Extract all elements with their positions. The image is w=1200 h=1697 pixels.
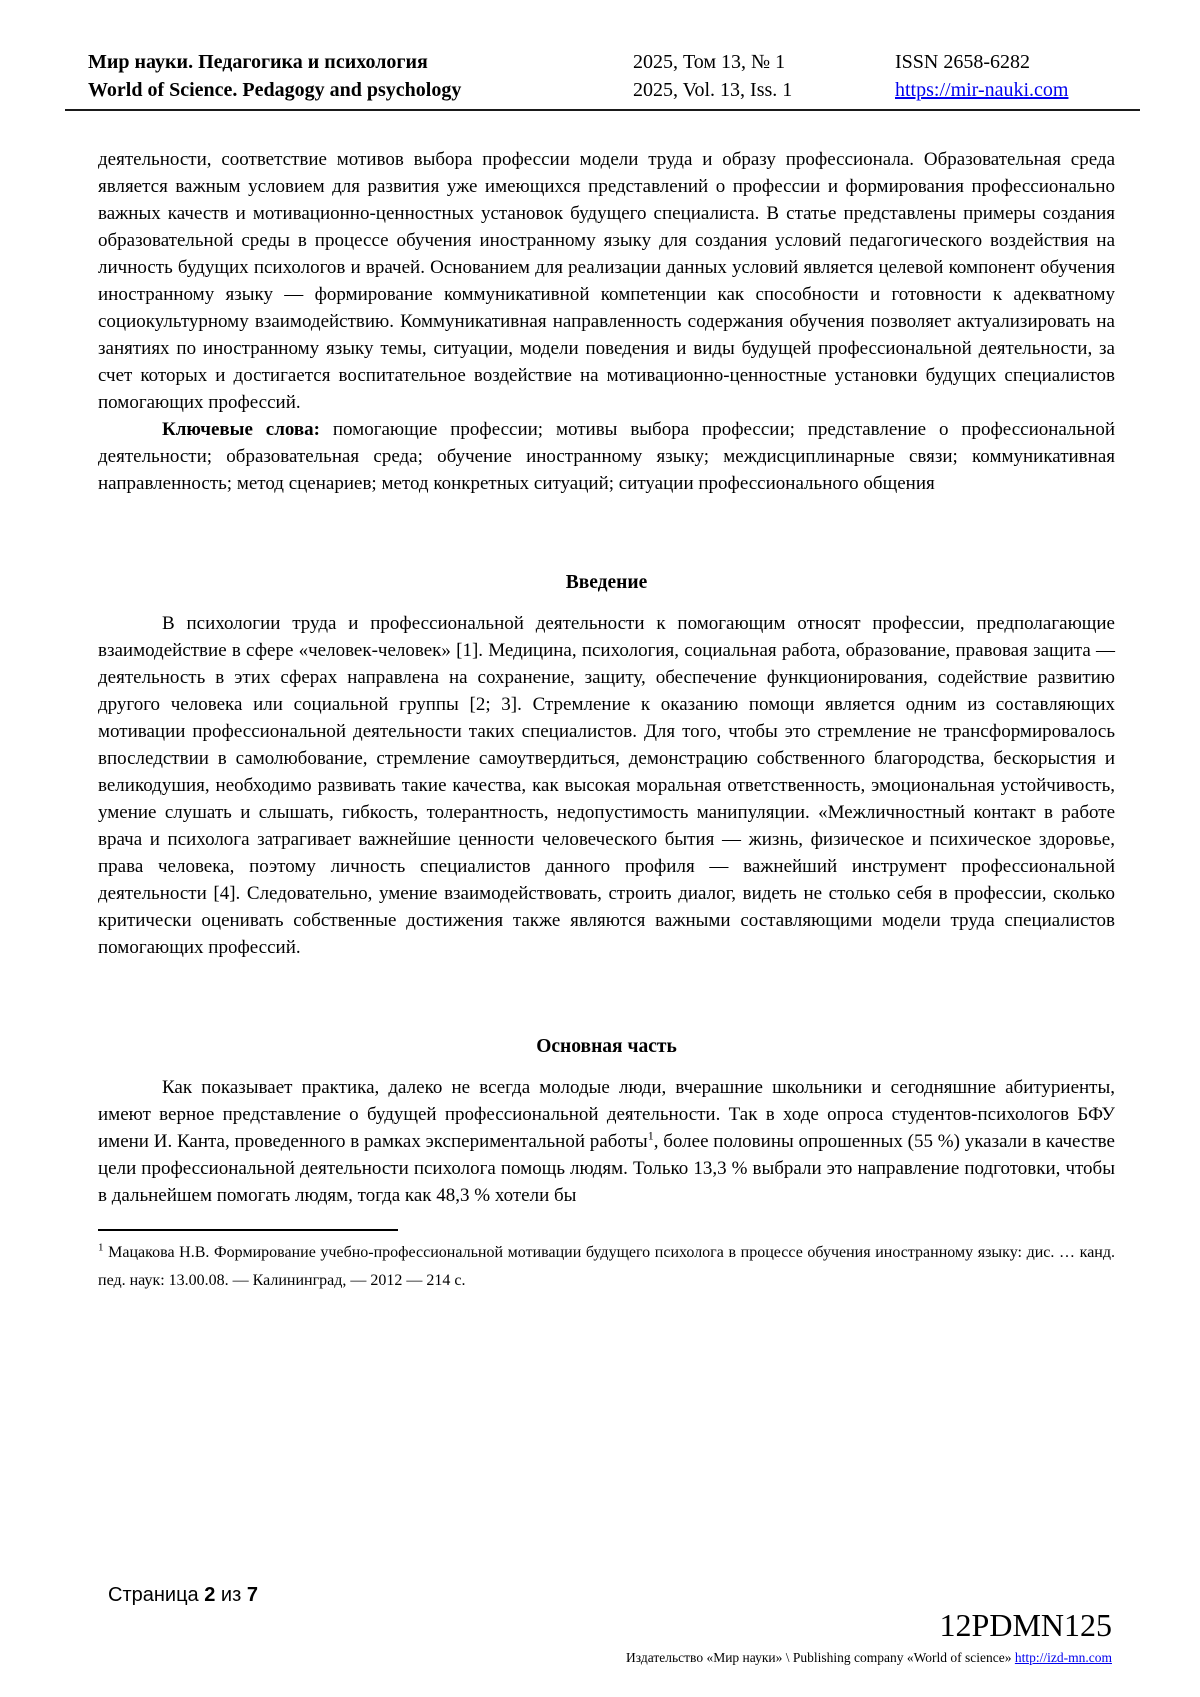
page-number-current: 2 (204, 1584, 216, 1606)
footnote-marker: 1 (98, 1241, 104, 1254)
issue-en: 2025, Vol. 13, Iss. 1 (633, 79, 793, 101)
page-number-label: Страница (108, 1584, 199, 1606)
footnote-reference: 1 (647, 1128, 654, 1143)
article-body (98, 146, 1115, 1295)
publisher-link[interactable]: http://izd-mn.com (1014, 1650, 1112, 1665)
footnote-body: Мацакова Н.В. Формирование учебно-профессиональной мотивации будущего психолога в процессе обучения иностранному языку: дис. … канд. пед. наук: 13.00.08. — Калининград, — 2012 — 214 с. (98, 1244, 1115, 1289)
publisher-text: Издательство «Мир науки» \ Publishing company «World of science» (626, 1650, 1012, 1665)
keywords-paragraph (98, 416, 1115, 497)
issn-block (895, 48, 1140, 104)
publisher-line (626, 1650, 1112, 1666)
issn-number: ISSN 2658-6282 (895, 51, 1031, 73)
introduction-paragraph: В психологии труда и профессиональной деятельности к помогающим относят профессии, предполагающие взаимодействие в сфере «человек-человек» [1]. Медицина, психология, социальная работа, образование, правовая защита — деятельность в этих сферах направлена на сохранение, защиту, обеспечение функционирования, содействие развитию другого человека или социальной группы [2; 3]. Стремление к оказанию помощи является одним из составляющих мотивации профессиональной деятельности таких специалистов. Для того, чтобы это стремление не трансформировалось впоследствии в самолюбование, стремление самоутвердиться, демонстрацию собственного благородства, бескорыстия и великодушия, необходимо развивать такие качества, как высокая моральная ответственность, эмоциональная устойчивость, умение слушать и слышать, гибкость, толерантность, недопустимость манипуляции. «Межличностный контакт в работе врача и психолога затрагивает важнейшие ценности человеческого бытия — жизнь, физическое и психическое здоровье, права человека, поэтому личность специалистов данного профиля — важнейший инструмент профессиональной деятельности [4]. Следовательно, умение взаимодействовать, строить диалог, видеть не столько себя в профессии, сколько критически оценивать собственные достижения также являются важными составляющими модели труда специалистов помогающих профессий. (98, 613, 1115, 958)
article-id: 12PDMN125 (939, 1607, 1112, 1643)
journal-title-block (65, 48, 633, 104)
keywords-label: Ключевые слова: (162, 419, 320, 440)
footnote-block (98, 1229, 1115, 1295)
page-number-of: из (220, 1584, 242, 1606)
journal-header (65, 48, 1140, 111)
footnote-separator (98, 1229, 398, 1231)
journal-title-en: World of Science. Pedagogy and psychology (88, 79, 462, 101)
abstract-continuation-paragraph: деятельности, соответствие мотивов выбора профессии модели труда и образу профессионала. Образовательная среда является важным условием для развития уже имеющихся представлений о профессии и формирования профессионально важных качеств и мотивационно-ценностных установок будущего специалиста. В статье представлены примеры создания образовательной среды в процессе обучения иностранному языку для создания условий педагогического воздействия на личность будущих психологов и врачей. Основанием для реализации данных условий является целевой компонент обучения иностранному языку — формирование коммуникативной компетенции как способности и готовности к адекватному социокультурному взаимодействию. Коммуникативная направленность содержания обучения позволяет актуализировать на занятиях по иностранному языку темы, ситуации, модели поведения и виды будущей профессиональной деятельности, за счет которых и достигается воспитательное воздействие на мотивационно-ценностные установки будущих специалистов помогающих профессий. (98, 149, 1115, 413)
journal-site-link[interactable]: https://mir-nauki.com (895, 79, 1069, 101)
main-part-paragraph (98, 1074, 1115, 1209)
introduction-heading: Введение (565, 572, 648, 593)
issue-info-block (633, 48, 895, 104)
page-number (108, 1583, 258, 1607)
keywords-text: помогающие профессии; мотивы выбора профессии; представление о профессиональной деятельности; образовательная среда; обучение иностранному языку; междисциплинарные связи; коммуникативная направленность; метод сценариев; метод конкретных ситуаций; ситуации профессионального общения (98, 419, 1115, 494)
journal-title-ru: Мир науки. Педагогика и психология (88, 51, 428, 73)
page-number-total: 7 (246, 1584, 258, 1606)
main-part-heading: Основная часть (536, 1036, 677, 1057)
footnote-text (98, 1239, 1115, 1295)
main-part-text-after: , более половины опрошенных (55 %) указали в качестве цели профессиональной деятельности психолога помощь людям. Только 13,3 % выбрали это направление подготовки, чтобы в дальнейшем помогать людям, тогда как 48,3 % хотели бы (98, 1131, 1115, 1206)
issue-ru: 2025, Том 13, № 1 (633, 51, 786, 73)
main-part-text-before: Как показывает практика, далеко не всегда молодые люди, вчерашние школьники и сегодняшние абитуриенты, имеют верное представление о будущей профессиональной деятельности. Так в ходе опроса студентов-психологов БФУ имени И. Канта, проведенного в рамках экспериментальной работы (98, 1077, 1115, 1152)
